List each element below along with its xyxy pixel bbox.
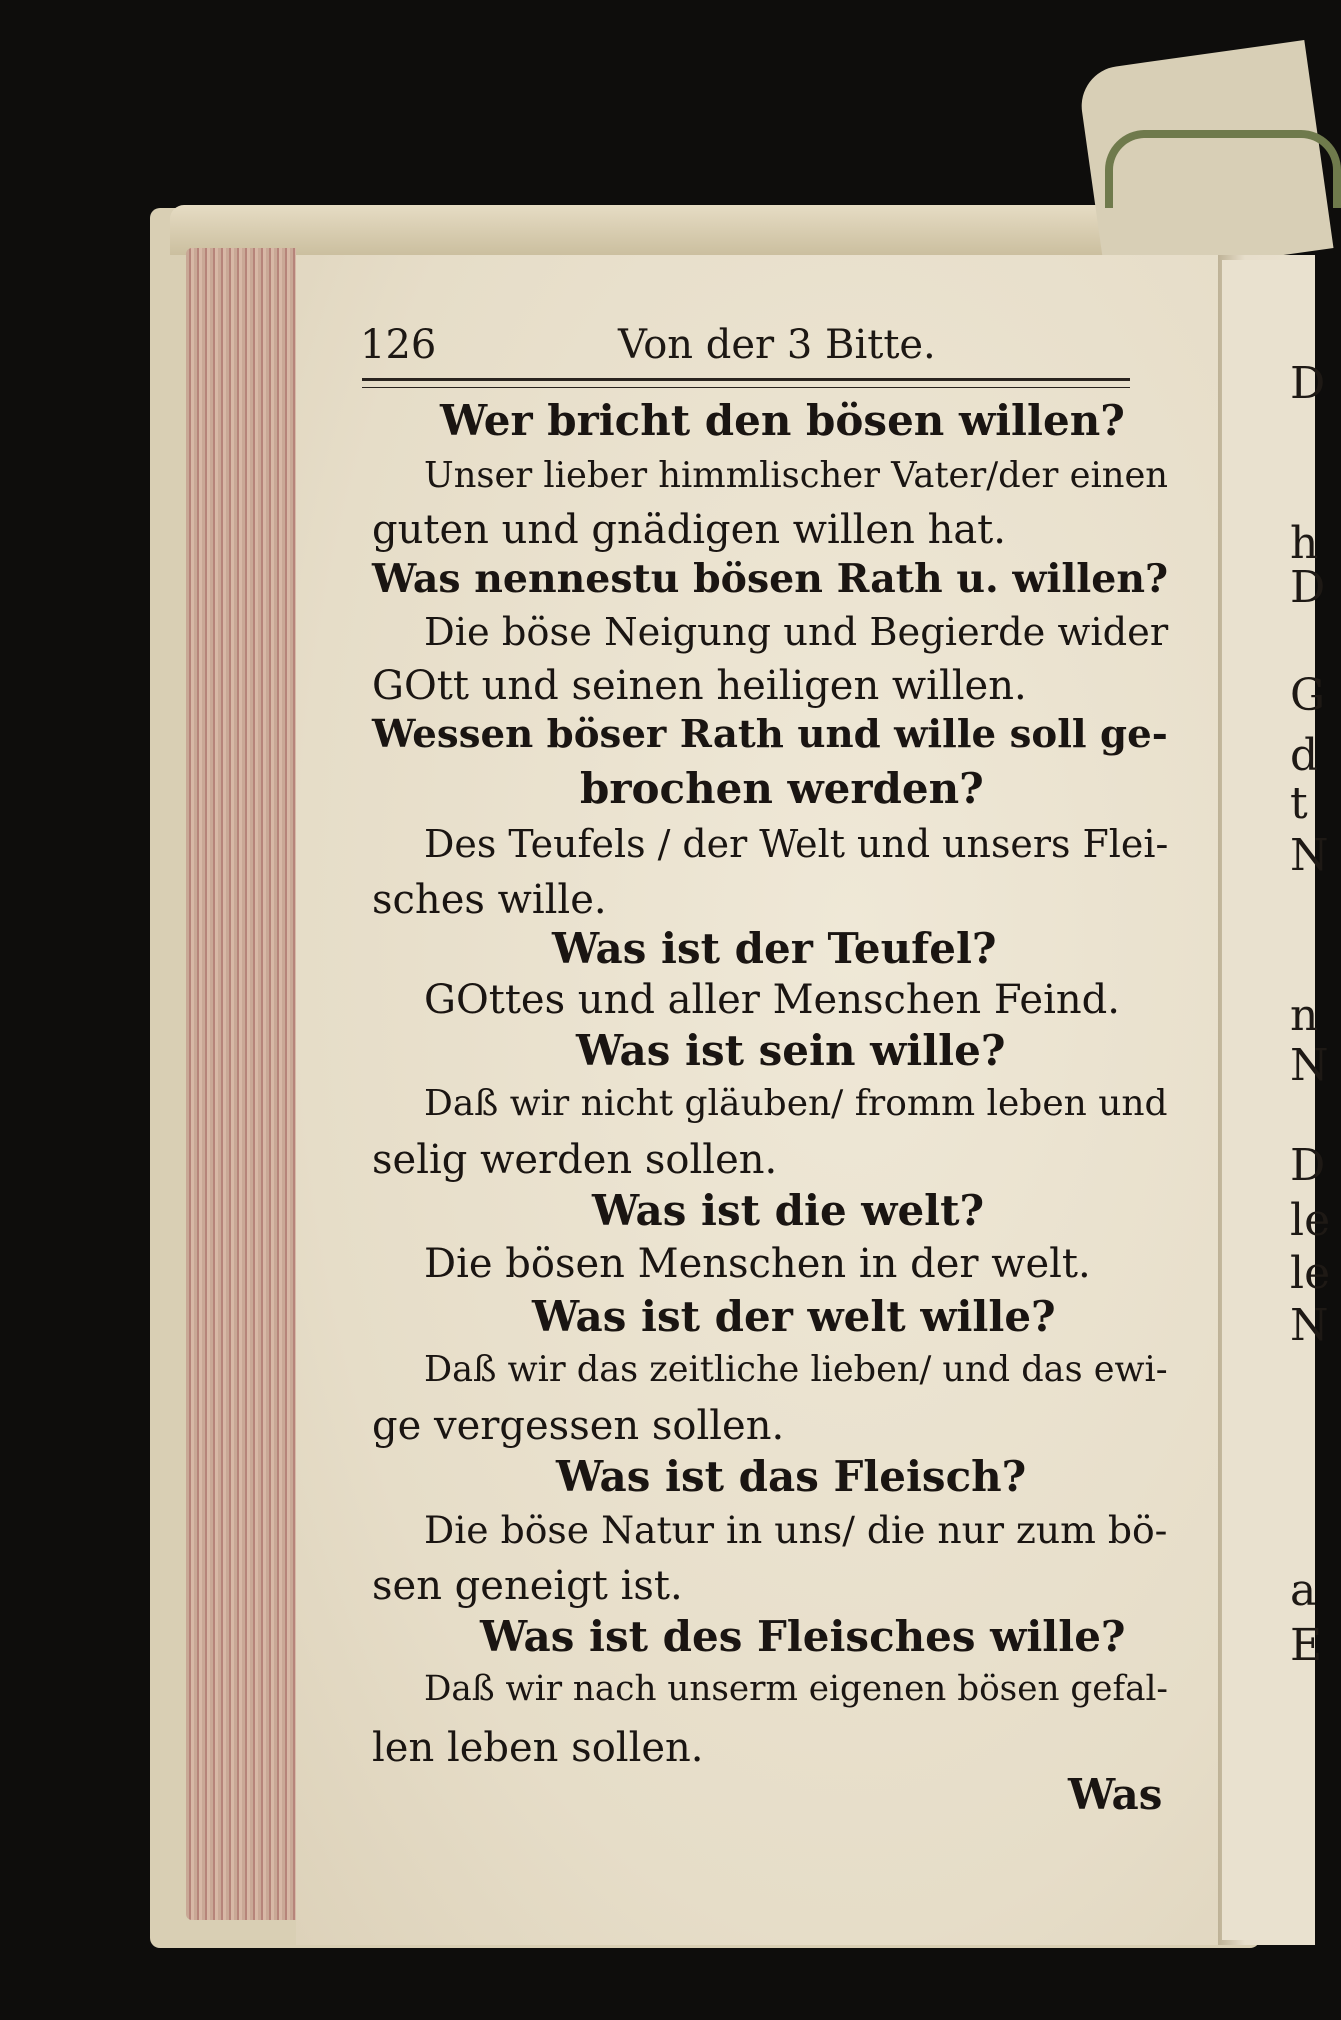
facing-page [1222,260,1331,1940]
question-line: Was ist des Fleisches wille? [480,1612,1126,1661]
answer-line: GOtt und seinen heiligen willen. [372,663,1027,709]
answer-line: ge vergessen sollen. [372,1403,785,1449]
facing-letter: D [1290,562,1326,613]
book-top-edge [170,205,1220,255]
facing-letter: h [1290,518,1319,569]
answer-line: Daß wir nicht gläuben/ fromm leben und [424,1083,1168,1124]
question-line: Was ist der welt wille? [532,1292,1056,1341]
facing-letter: le [1290,1195,1331,1246]
facing-letter: le [1290,1248,1331,1299]
answer-line: sches wille. [372,877,607,923]
question-line: brochen werden? [580,764,984,813]
facing-letter: t [1290,778,1308,829]
question-line: Wer bricht den bösen willen? [440,396,1125,445]
header-rule-thin [362,387,1130,388]
page-edges [186,248,296,1920]
running-header [360,322,1130,378]
facing-letter: N [1290,1040,1329,1091]
answer-line: Daß wir das zeitliche lieben/ und das ewi- [424,1349,1168,1390]
bookmark-cord [1105,130,1341,208]
facing-letter: d [1290,730,1319,781]
answer-line: guten und gnädigen willen hat. [372,507,1006,553]
facing-letter: N [1290,1300,1329,1351]
answer-line: Unser lieber himmlischer Vater/der einen [424,455,1169,496]
facing-letter: n [1290,990,1319,1041]
facing-letter: a [1290,1565,1317,1616]
header-rule [362,378,1130,381]
answer-line: sen geneigt ist. [372,1563,683,1609]
question-line: Wessen böser Rath und wille soll ge- [372,712,1168,757]
facing-letter: N [1290,830,1329,881]
facing-letter: E [1290,1620,1323,1671]
answer-line: selig werden sollen. [372,1137,778,1183]
catchword: Was [1068,1770,1163,1819]
answer-line: Die böse Neigung und Begierde wider [424,610,1169,655]
answer-line: Des Teufels / der Welt und unsers Flei- [424,822,1169,866]
answer-line: Die bösen Menschen in der welt. [424,1241,1091,1287]
facing-letter: D [1290,358,1326,409]
answer-line: Daß wir nach unserm eigenen bösen gefal- [424,1669,1168,1709]
question-line: Was ist das Fleisch? [556,1452,1027,1501]
facing-letter: D [1290,1140,1326,1191]
question-line: Was ist der Teufel? [552,924,997,973]
question-line: Was ist sein wille? [576,1026,1006,1075]
answer-line: Die böse Natur in uns/ die nur zum bö- [424,1508,1168,1552]
running-head: Von der 3 Bitte. [618,322,936,368]
facing-letter: G [1290,670,1326,721]
answer-line: GOttes und aller Menschen Feind. [424,977,1120,1023]
question-line: Was ist die welt? [592,1186,985,1235]
page-number: 126 [360,322,437,368]
answer-line: len leben sollen. [372,1725,704,1771]
question-line: Was nennestu bösen Rath u. willen? [372,556,1169,602]
